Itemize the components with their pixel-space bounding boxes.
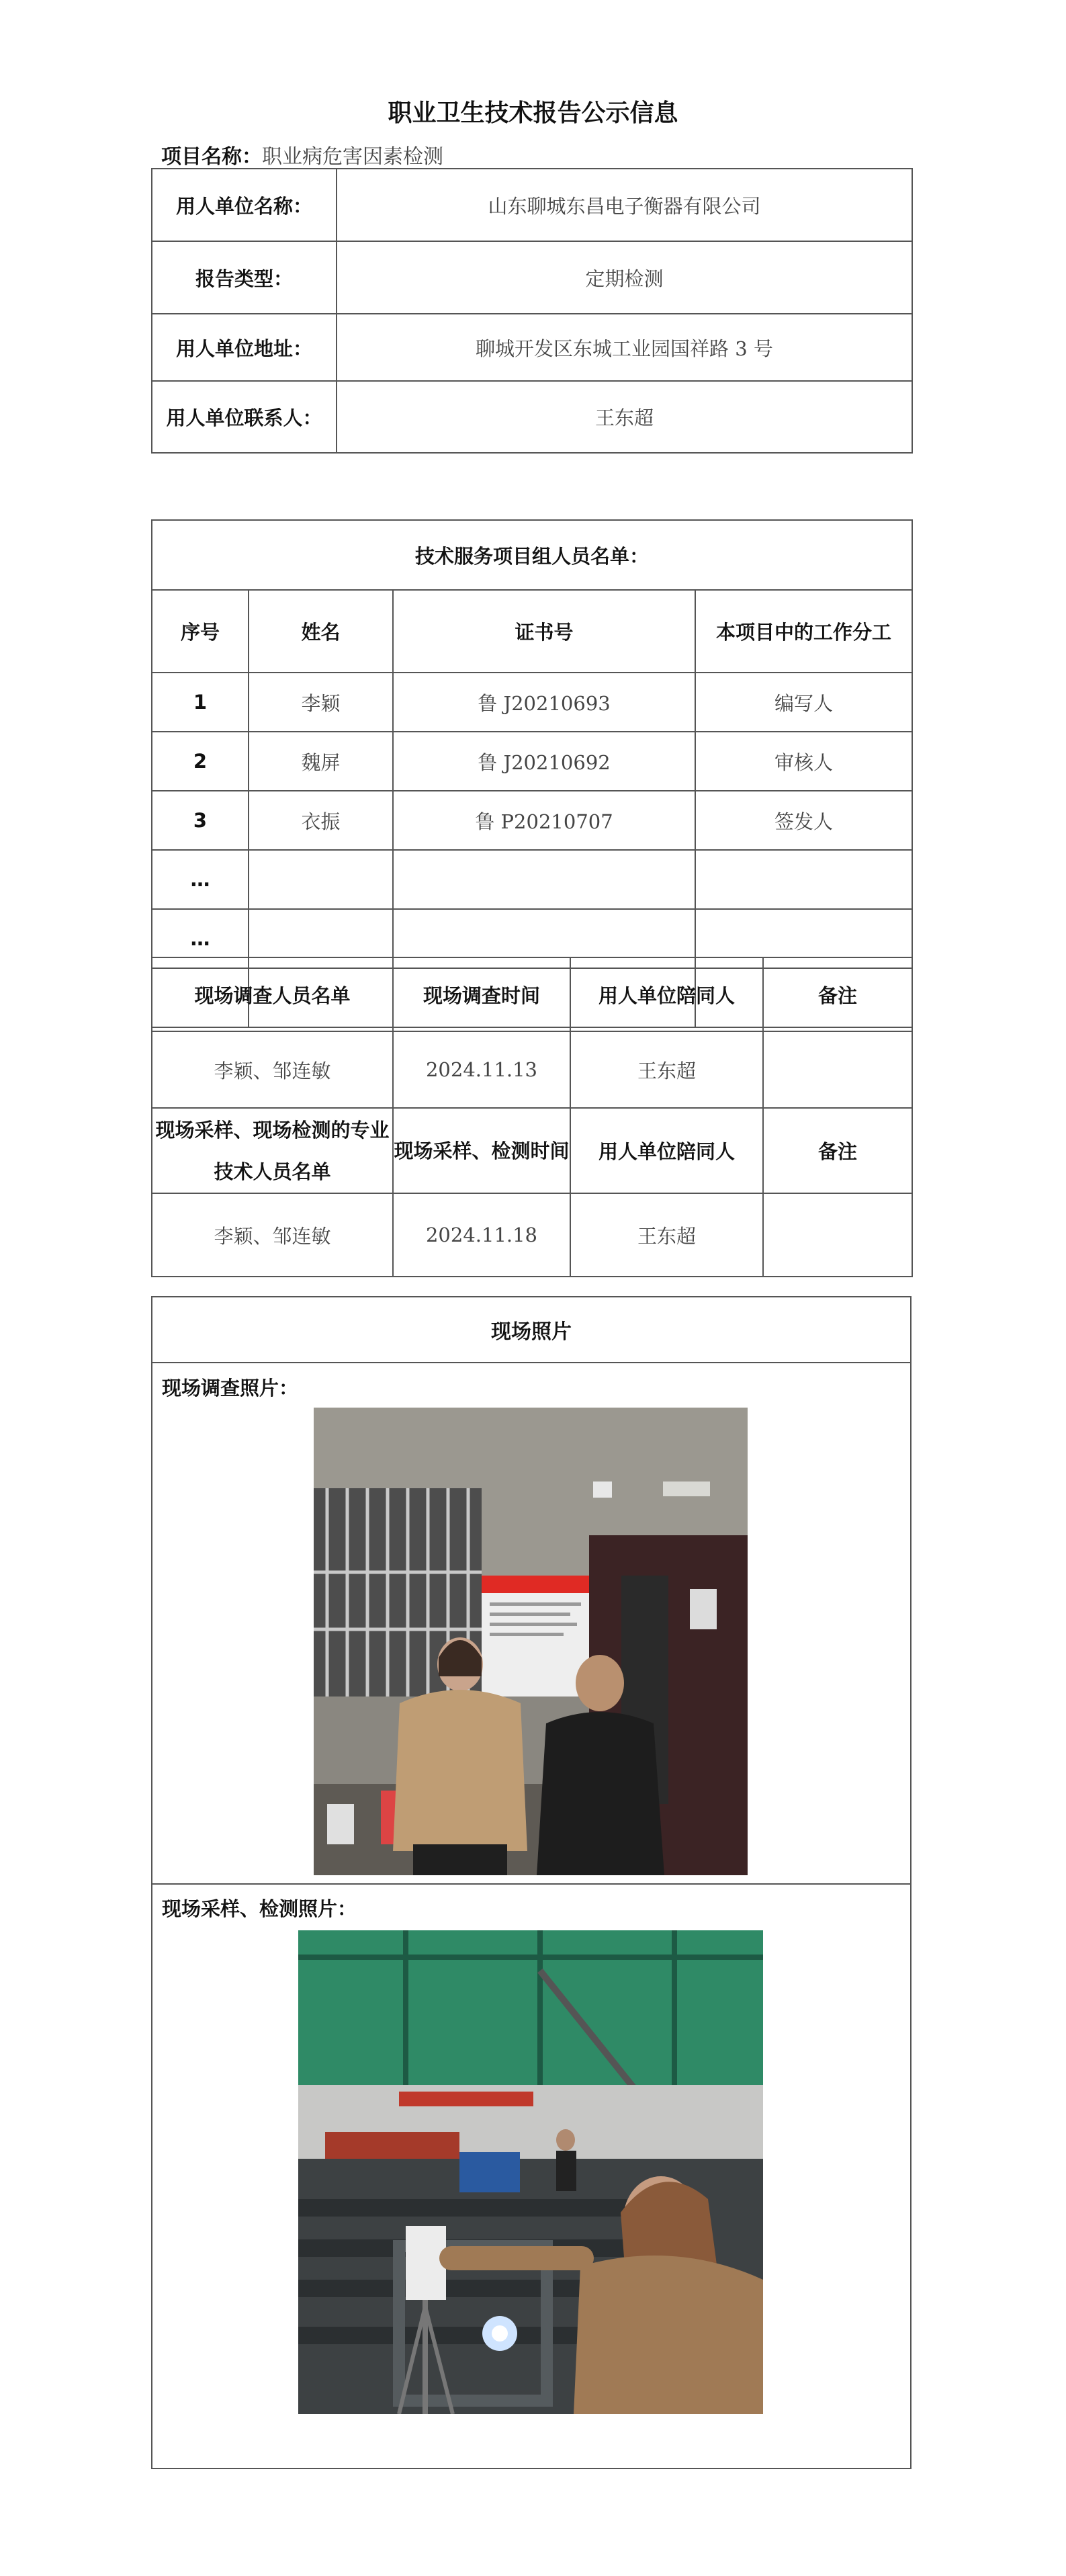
survey-table: [151, 957, 913, 1277]
cell-role: 编写人: [695, 673, 912, 732]
col-header: 用人单位陪同人: [570, 957, 763, 1031]
cell-survey-time: 2024.11.13: [393, 1031, 570, 1108]
col-header: 姓名: [249, 590, 393, 673]
project-value: 职业病危害因素检测: [262, 145, 443, 169]
cell-role: 签发人: [695, 791, 912, 850]
col-header: 用人单位陪同人: [570, 1108, 763, 1193]
cell-name: 李颖: [249, 673, 393, 732]
staff-header-row: [152, 590, 912, 673]
cell-remark: [763, 1193, 912, 1277]
col-header: 证书号: [393, 590, 695, 673]
col-header: 现场采样、现场检测的专业技术人员名单: [152, 1108, 393, 1193]
info-value: 山东聊城东昌电子衡器有限公司: [337, 169, 912, 241]
info-row: [152, 241, 912, 314]
staff-table: [151, 519, 913, 1028]
survey-photo: [314, 1408, 748, 1875]
project-name: [161, 140, 443, 169]
table-row: [152, 1031, 912, 1108]
site-photos-title: 现场照片: [152, 1297, 910, 1363]
info-label: 用人单位地址：: [152, 314, 337, 381]
unit-info-table: [151, 168, 913, 454]
col-header: 备注: [763, 1108, 912, 1193]
cell-name: [249, 850, 393, 909]
cell-companion: 王东超: [570, 1031, 763, 1108]
cell-remark: [763, 1031, 912, 1108]
info-value: 王东超: [337, 381, 912, 453]
info-row: [152, 169, 912, 241]
cell-no: 3: [152, 791, 249, 850]
info-label: 报告类型：: [152, 241, 337, 314]
survey-header-row: [152, 1108, 912, 1193]
survey-photo-label: 现场调查照片：: [162, 1377, 299, 1400]
project-label: 项目名称：: [161, 145, 262, 169]
info-label: 用人单位联系人：: [152, 381, 337, 453]
cell-role: [695, 850, 912, 909]
table-row: [152, 732, 912, 791]
info-label: 用人单位名称：: [152, 169, 337, 241]
site-photos-section: [151, 1296, 912, 2469]
cell-name: 衣振: [249, 791, 393, 850]
cell-companion: 王东超: [570, 1193, 763, 1277]
col-header: 现场调查人员名单: [152, 957, 393, 1031]
col-header: 本项目中的工作分工: [695, 590, 912, 673]
cell-cert: [393, 850, 695, 909]
cell-no: 2: [152, 732, 249, 791]
cell-cert: 鲁 J20210692: [393, 732, 695, 791]
info-row: [152, 314, 912, 381]
page-title: 职业卫生技术报告公示信息: [388, 99, 678, 127]
cell-role: 审核人: [695, 732, 912, 791]
sampling-photo-label: 现场采样、检测照片：: [162, 1897, 357, 1920]
cell-sampling-staff: 李颖、邹连敏: [152, 1193, 393, 1277]
info-value: 定期检测: [337, 241, 912, 314]
table-row: [152, 850, 912, 909]
cell-no: 1: [152, 673, 249, 732]
info-value: 聊城开发区东城工业园国祥路 3 号: [337, 314, 912, 381]
table-row: [152, 1193, 912, 1277]
cell-survey-staff: 李颖、邹连敏: [152, 1031, 393, 1108]
col-header: 现场调查时间: [393, 957, 570, 1031]
cell-sampling-time: 2024.11.18: [393, 1193, 570, 1277]
col-header: 备注: [763, 957, 912, 1031]
table-row: [152, 673, 912, 732]
photo-divider: [152, 1883, 910, 1885]
survey-header-row: [152, 957, 912, 1031]
col-header: 序号: [152, 590, 249, 673]
cell-no: …: [152, 850, 249, 909]
table-row: [152, 791, 912, 850]
info-row: [152, 381, 912, 453]
cell-cert: 鲁 J20210693: [393, 673, 695, 732]
cell-cert: 鲁 P20210707: [393, 791, 695, 850]
col-header: 现场采样、检测时间: [393, 1108, 570, 1193]
cell-name: 魏屏: [249, 732, 393, 791]
cell-no: …: [152, 909, 249, 968]
sampling-photo: [298, 1930, 763, 2414]
staff-table-title: 技术服务项目组人员名单：: [152, 520, 912, 590]
